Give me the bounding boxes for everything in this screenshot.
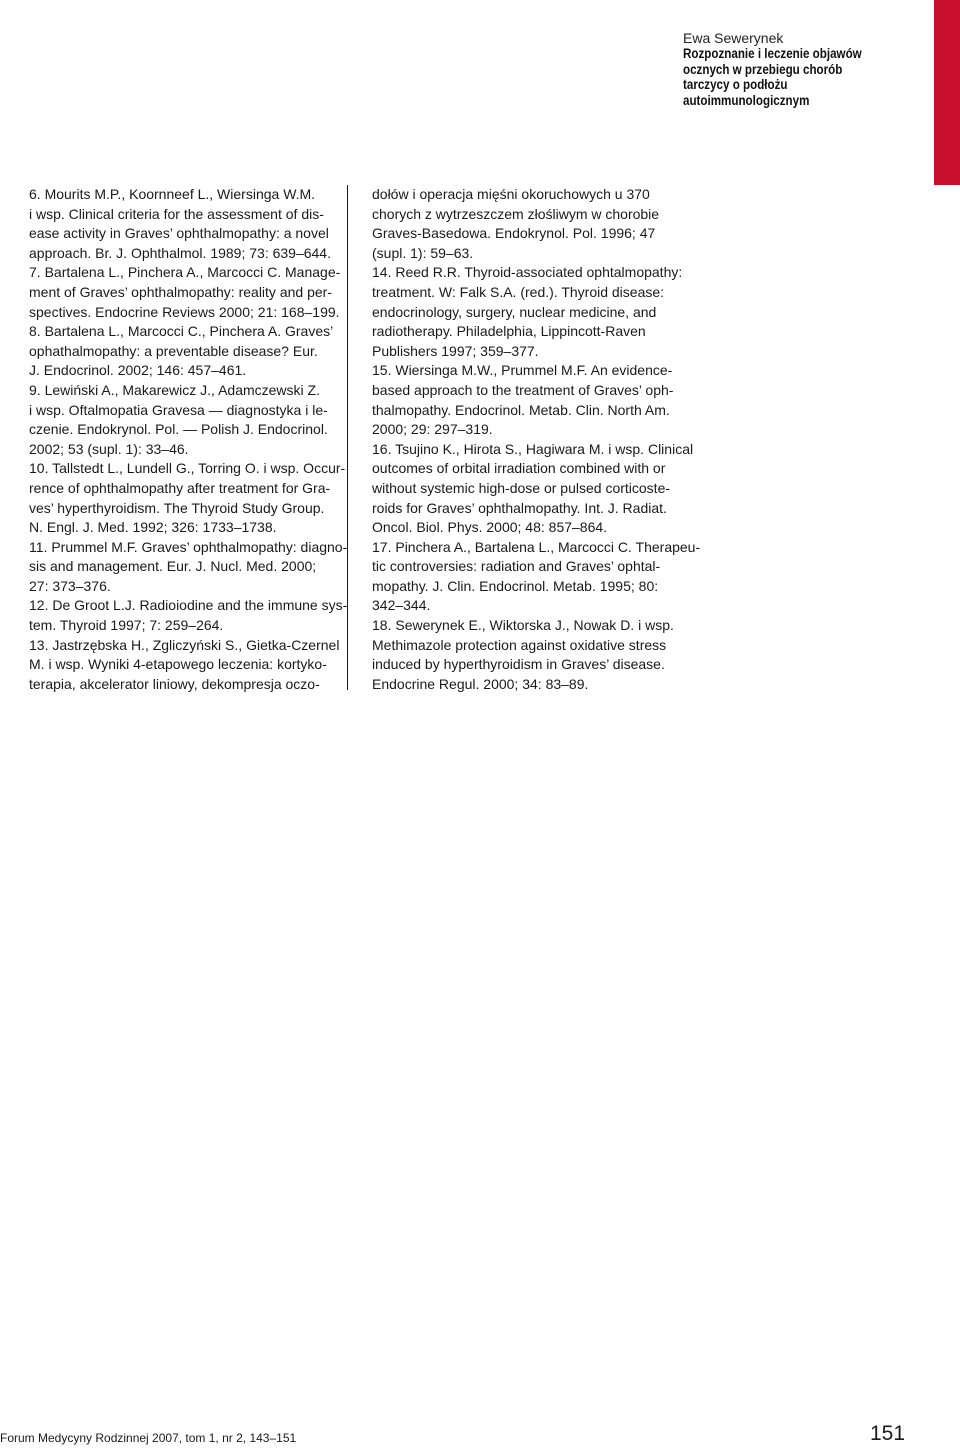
reference-line: radiotherapy. Philadelphia, Lippincott-Raven <box>372 323 646 340</box>
reference-line: rence of ophthalmopathy after treatment for Gra- <box>29 479 331 496</box>
reference-line: thalmopathy. Endocrinol. Metab. Clin. North Am. <box>372 401 670 418</box>
reference-line: approach. Br. J. Ophthalmol. 1989; 73: 639–644. <box>29 244 331 261</box>
reference-line: 8. Bartalena L., Marcocci C., Pinchera A. Graves’ <box>29 323 334 340</box>
reference-line: 16. Tsujino K., Hirota S., Hagiwara M. i wsp. Clinical <box>372 440 694 457</box>
reference-line: 6. Mourits M.P., Koornneef L., Wiersinga W.M. <box>29 186 316 202</box>
reference-line: 7. Bartalena L., Pinchera A., Marcocci C. Manage- <box>29 264 341 281</box>
header-author: Ewa Sewerynek <box>683 30 784 46</box>
reference-entry <box>29 596 348 635</box>
reference-line: chorych z wytrzeszczem złośliwym w chorobie <box>372 205 660 222</box>
reference-line: sis and management. Eur. J. Nucl. Med. 2000; <box>29 558 317 575</box>
reference-line: dołów i operacja mięśni okoruchowych u 370 <box>372 186 650 202</box>
references-column-right <box>372 185 701 694</box>
reference-line: ease activity in Graves’ ophthalmopathy: a novel <box>29 225 329 242</box>
page-number: 151 <box>870 1422 906 1445</box>
reference-line: ment of Graves’ ophthalmopathy: reality and per- <box>29 283 332 300</box>
reference-line: 2002; 53 (supl. 1): 33–46. <box>29 440 189 457</box>
reference-entry <box>372 361 672 439</box>
reference-line: roids for Graves’ ophthalmopathy. Int. J. Radiat. <box>372 499 667 516</box>
reference-line: J. Endocrinol. 2002; 146: 457–461. <box>29 362 247 379</box>
reference-line: 2000; 29: 297–319. <box>372 421 493 438</box>
reference-line: Endocrine Regul. 2000; 34: 83–89. <box>372 675 589 692</box>
header-title-line: autoimmunologicznym <box>683 92 810 108</box>
reference-line: mopathy. J. Clin. Endocrinol. Metab. 1995; 80: <box>372 577 659 594</box>
reference-line: 10. Tallstedt L., Lundell G., Torring O. i wsp. Occur- <box>29 460 346 477</box>
reference-line: 342–344. <box>372 597 431 614</box>
reference-entry <box>29 381 336 459</box>
reference-line: i wsp. Oftalmopatia Gravesa — diagnostyka i le- <box>29 401 328 418</box>
reference-entry <box>29 538 348 597</box>
reference-line: 13. Jastrzębska H., Zgliczyński S., Gietka-Czernel <box>29 636 340 653</box>
reference-line: spectives. Endocrine Reviews 2000; 21: 168–199. <box>29 303 340 320</box>
reference-line: tic controversies: radiation and Graves’ ophtal- <box>372 558 661 575</box>
reference-line: Publishers 1997; 359–377. <box>372 342 539 359</box>
reference-line: N. Engl. J. Med. 1992; 326: 1733–1738. <box>29 519 277 536</box>
reference-entry <box>372 616 672 694</box>
reference-line: induced by hyperthyroidism in Graves’ disease. <box>372 656 665 673</box>
running-header <box>683 30 933 108</box>
reference-line: 9. Lewiński A., Makarewicz J., Adamczewski Z. <box>29 381 320 398</box>
reference-line: M. i wsp. Wyniki 4-etapowego leczenia: kortyko- <box>29 656 327 673</box>
references-column-left <box>29 185 348 694</box>
reference-line: czenie. Endokrynol. Pol. — Polish J. Endocrinol. <box>29 421 328 438</box>
reference-entry <box>29 636 340 695</box>
reference-line: i wsp. Clinical criteria for the assessment of dis- <box>29 205 324 222</box>
reference-line: 15. Wiersinga M.W., Prummel M.F. An evidence- <box>372 362 673 379</box>
header-title-line: tarczycy o podłożu <box>683 77 788 92</box>
reference-line: ves’ hyperthyroidism. The Thyroid Study Group. <box>29 499 325 516</box>
reference-entry <box>372 538 701 616</box>
reference-line: (supl. 1): 59–63. <box>372 244 474 261</box>
reference-line: Oncol. Biol. Phys. 2000; 48: 857–864. <box>372 519 608 536</box>
reference-entry <box>372 263 683 361</box>
reference-entry <box>29 459 346 537</box>
header-title-line: Rozpoznanie i leczenie objawów <box>683 46 862 61</box>
header-title-line: ocznych w przebiegu chorób <box>683 61 843 77</box>
reference-entry <box>372 185 672 263</box>
reference-line: 18. Sewerynek E., Wiktorska J., Nowak D. i wsp. <box>372 617 674 634</box>
reference-line: outcomes of orbital irradiation combined with or <box>372 460 666 477</box>
reference-line: endocrinology, surgery, nuclear medicine, and <box>372 303 657 320</box>
reference-line: based approach to the treatment of Graves’ oph- <box>372 381 674 398</box>
reference-line: 27: 373–376. <box>29 577 111 594</box>
header-accent-bar <box>934 0 960 185</box>
reference-line: ophathalmopathy: a preventable disease? Eur. <box>29 342 318 359</box>
reference-entry <box>29 322 336 381</box>
reference-entry <box>29 263 341 322</box>
reference-line: 12. De Groot L.J. Radioiodine and the immune sys- <box>29 597 348 614</box>
reference-line: tem. Thyroid 1997; 7: 259–264. <box>29 617 224 634</box>
reference-line: 17. Pinchera A., Bartalena L., Marcocci C. Therapeu- <box>372 538 701 555</box>
reference-line: terapia, akcelerator liniowy, dekompresja oczo- <box>29 675 320 692</box>
column-divider <box>347 185 348 690</box>
reference-line: 14. Reed R.R. Thyroid-associated ophtalmopathy: <box>372 264 683 281</box>
reference-line: Graves-Basedowa. Endokrynol. Pol. 1996; 47 <box>372 225 656 242</box>
reference-line: without systemic high-dose or pulsed corticoste- <box>372 479 671 496</box>
reference-line: treatment. W: Falk S.A. (red.). Thyroid disease: <box>372 283 665 300</box>
reference-entry <box>372 440 694 538</box>
footer-journal: Forum Medycyny Rodzinnej 2007, tom 1, nr 2, 143–151 <box>0 1431 297 1445</box>
reference-line: 11. Prummel M.F. Graves’ ophthalmopathy: diagno- <box>29 538 348 555</box>
reference-line: Methimazole protection against oxidative stress <box>372 636 667 653</box>
reference-entry <box>29 185 336 263</box>
